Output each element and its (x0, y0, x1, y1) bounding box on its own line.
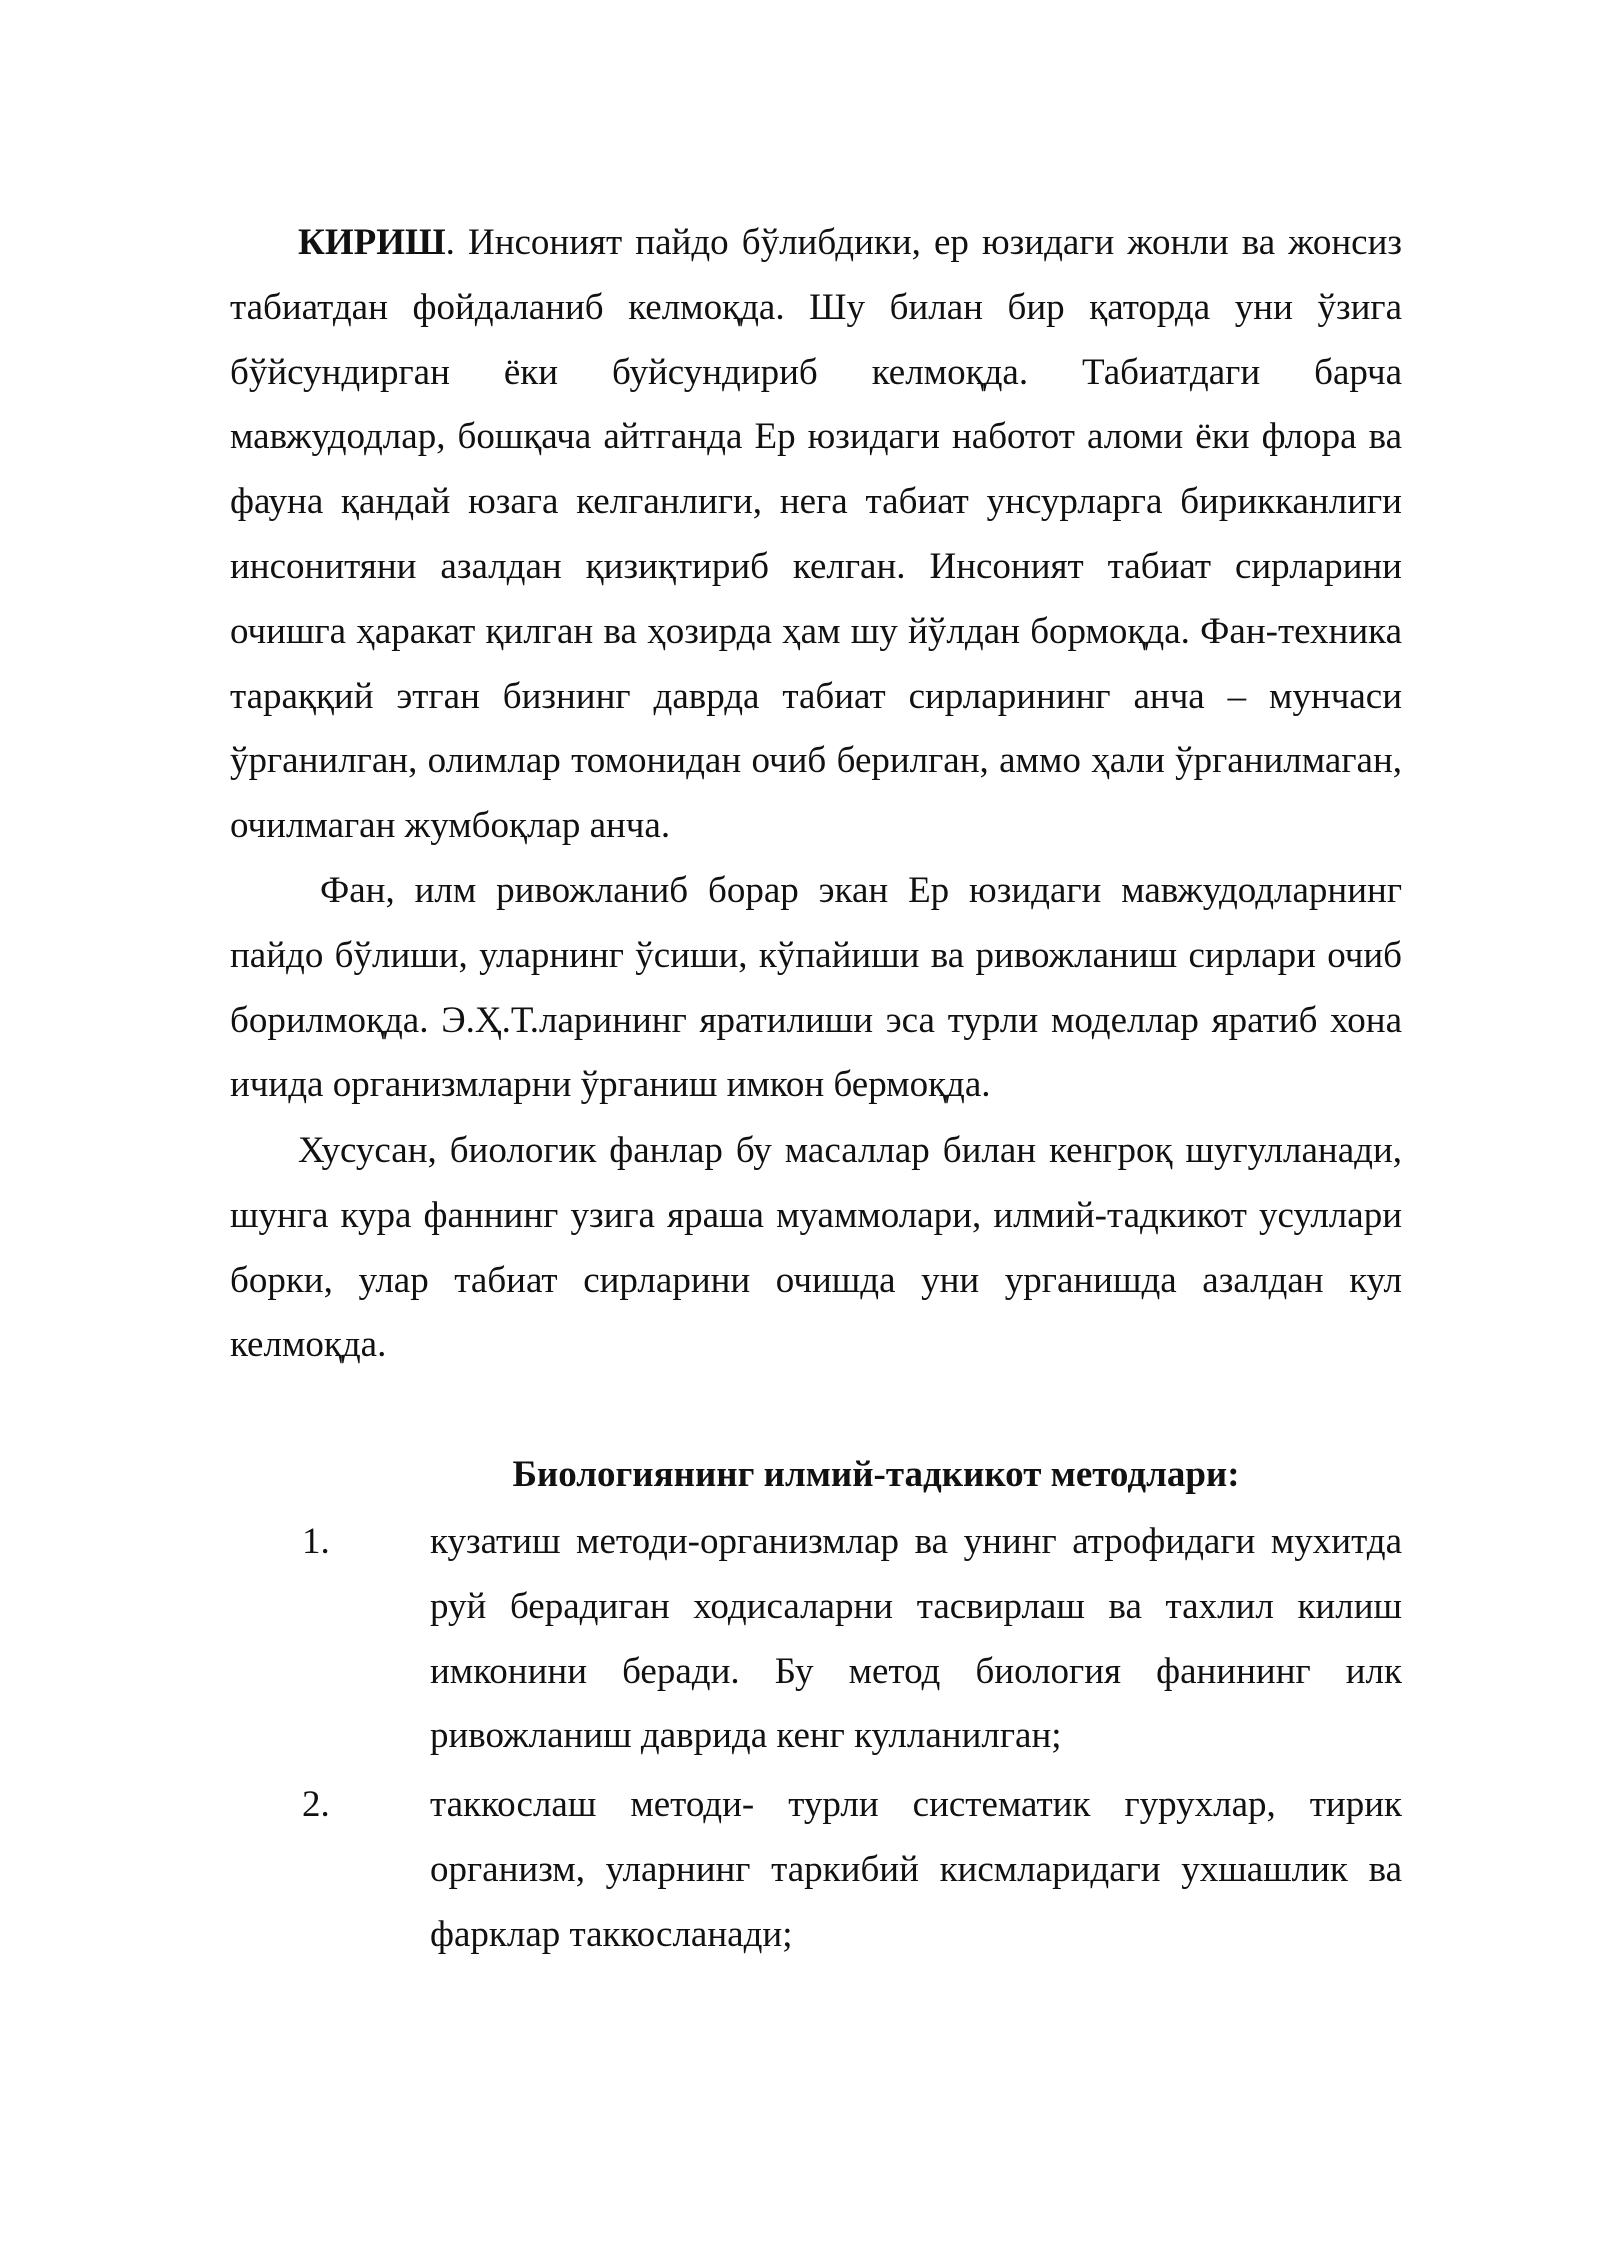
method-item-comparison (230, 1773, 1402, 1967)
method-text: таккослаш методи- турли систематик гурухлар, тирик организм, уларнинг таркибий кисмларидаги ухшашлик ва фарклар таккосланади; (430, 1784, 1402, 1955)
methods-list (230, 1510, 1402, 1972)
methods-heading: Биологиянинг илмий-тадкикот методлари: (512, 1454, 1240, 1495)
method-number: 2. (302, 1784, 330, 1826)
intro-paragraph-text (230, 211, 1402, 859)
special-paragraph (230, 1119, 1402, 1378)
method-text: кузатиш методи-организмлар ва унинг атрофидаги мухитда руй берадиган ходисаларни тасвирлаш ва тахлил килиш имконини беради. Бу метод биология фанининг илк ривожланиш даврида кенг кулланилган; (430, 1521, 1402, 1757)
intro-paragraph (230, 211, 1402, 859)
intro-heading: КИРИШ (298, 222, 446, 263)
intro-body: . Инсоният пайдо бўлибдики, ер юзидаги жонли ва жонсиз табиатдан фойдаланиб келмоқда. Шу билан бир қаторда уни ўзига бўйсундирган ёки буйсундириб келмоқда. Табиатдаги барча мавжудодлар, бошқача айтганда Ер юзидаги наботот аломи ёки флора ва фауна қандай юзага келганлиги, нега табиат унсурларга бирикканлиги инсонитяни азалдан қизиқтириб келган. Инсоният табиат сирларини очишга ҳаракат қилган ва ҳозирда ҳам шу йўлдан бормоқда. Фан-техника тараққий этган бизнинг даврда табиат сирларининг анча – мунчаси ўрганилган, олимлар томонидан очиб берилган, аммо ҳали ўрганилмаган, очилмаган жумбоқлар анча. (230, 222, 1402, 847)
science-paragraph-text: Фан, илм ривожланиб борар экан Ер юзидаги мавжудодларнинг пайдо бўлиши, уларнинг ўсиши, кўпайиши ва ривожланиш сирлари очиб борилмоқда. Э.Ҳ.Т.ларининг яратилиши эса турли моделлар яратиб хона ичида организмларни ўрганиш имкон бермоқда. (230, 870, 1402, 1106)
method-number: 1. (302, 1521, 330, 1562)
science-paragraph (230, 859, 1402, 1118)
method-item-observation (230, 1510, 1402, 1769)
special-paragraph-text: Хусусан, биологик фанлар бу масаллар билан кенгроқ шугулланади, шунга кура фаннинг узига яраша муаммолари, илмий-тадкикот усуллари борки, улар табиат сирларини очишда уни урганишда азалдан кул келмоқда. (230, 1130, 1402, 1366)
